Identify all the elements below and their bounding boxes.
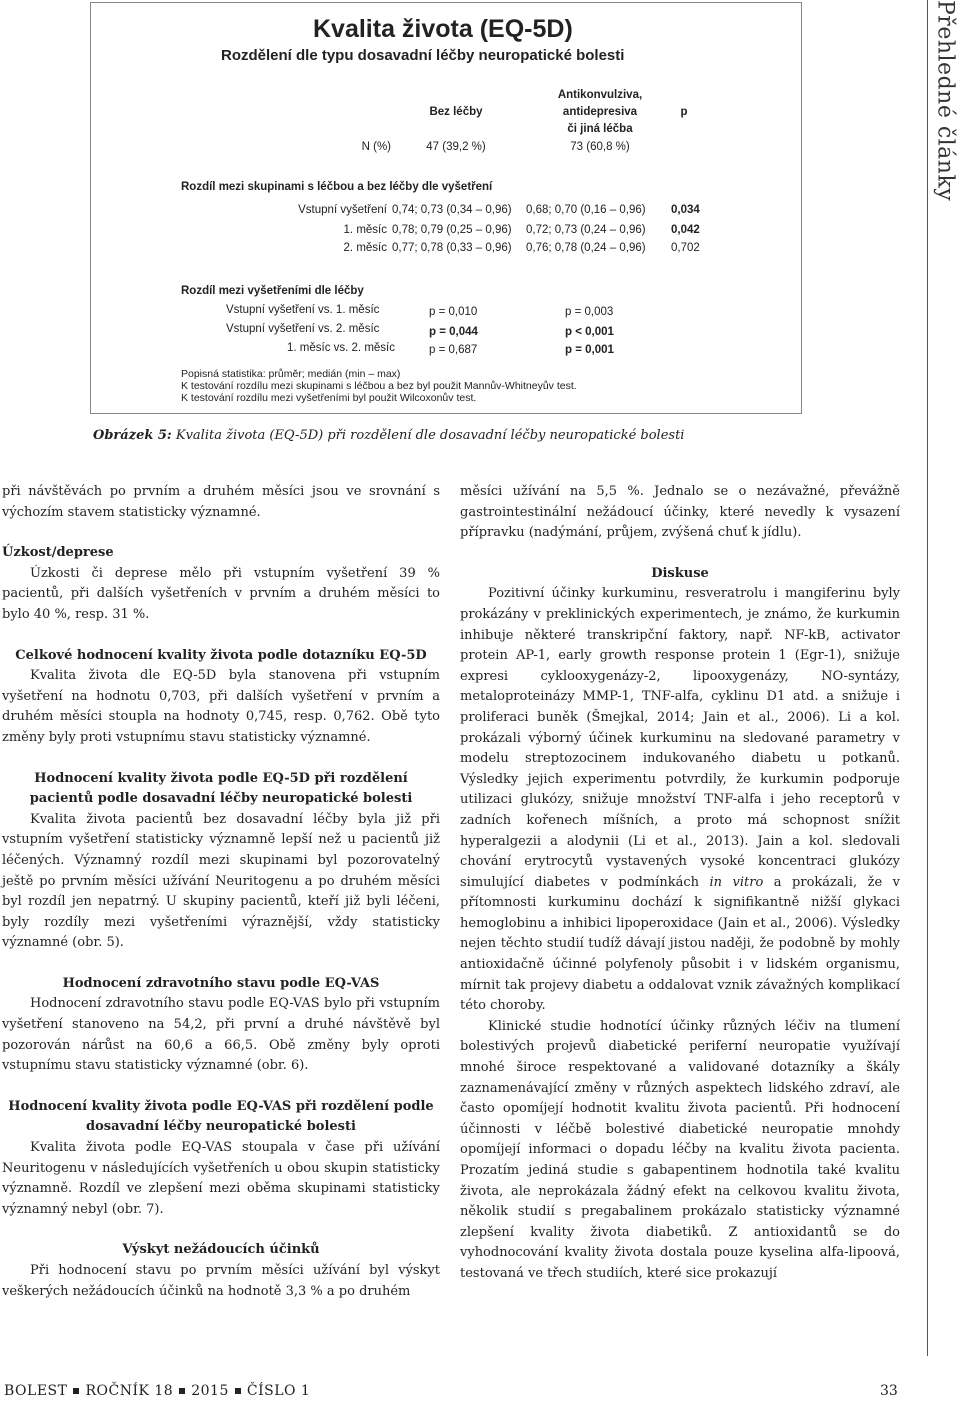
square-separator-icon — [73, 1388, 79, 1394]
table-cell: 0,68; 0,70 (0,16 – 0,96) — [526, 204, 646, 216]
paragraph: Kvalita života dle EQ-5D byla stanovena při vstupním vyšetření na hodnotu 0,703, při dalších vyšetření v prvním a druhém měsíci stoupla na hodnoty 0,745, resp. 0,762. Obě tyto změny byly proti vstupnímu stavu statisticky významné. — [2, 668, 440, 745]
section-heading: Výskyt nežádoucích účinků — [122, 1242, 320, 1258]
table-cell: p < 0,001 — [565, 326, 614, 338]
between-groups-heading: Rozdíl mezi skupinami s léčbou a bez léčby dle vyšetření — [181, 181, 493, 193]
table-row: Vstupní vyšetření vs. 1. měsíc — [226, 304, 380, 316]
figure-caption-label: Obrázek 5: — [93, 428, 172, 443]
section-heading: Úzkost/deprese — [2, 545, 114, 561]
table-cell: 0,76; 0,78 (0,24 – 0,96) — [526, 242, 646, 254]
paragraph — [460, 584, 900, 1016]
paragraph: Úzkosti či deprese mělo při vstupním vyšetření 39 % pacientů, při dalších vyšetřeních v prvním a druhém měsíci to bylo 40 %, resp. 31 %. — [2, 565, 440, 622]
paragraph: při návštěvách po prvním a druhém měsíci jsou ve srovnání s výchozím stavem statisticky významné. — [2, 484, 440, 520]
section-heading: Hodnocení kvality života podle EQ-5D při rozdělení pacientů podle dosavadní léčby neuropatické bolesti — [29, 770, 413, 807]
figure-5-table — [90, 2, 802, 414]
left-column — [2, 482, 440, 1302]
table-cell: p = 0,044 — [429, 326, 478, 338]
table-cell: p = 0,687 — [429, 344, 478, 356]
col-header-no-treatment: Bez léčby — [429, 106, 483, 118]
journal-volume: ROČNÍK 18 — [85, 1383, 174, 1399]
n-row-treated: 73 (60,8 %) — [570, 141, 630, 153]
n-row-no-treatment: 47 (39,2 %) — [426, 141, 486, 153]
col-header-treated-line1: Antikonvulziva, — [557, 89, 643, 101]
figure-title: Kvalita života (EQ-5D) — [313, 15, 573, 43]
figure-note: K testování rozdílu mezi skupinami s léčbou a bez byl použit Mannův-Whitneyův test. — [181, 380, 577, 392]
section-heading: Hodnocení zdravotního stavu podle EQ-VAS — [62, 975, 380, 991]
table-cell: p = 0,003 — [565, 306, 614, 318]
paragraph: Při hodnocení stavu po prvním měsíci užívání byl výskyt veškerých nežádoucích účinků na hodnotě 3,3 % a po druhém — [2, 1263, 440, 1299]
section-heading: Hodnocení kvality života podle EQ-VAS při rozdělení podle dosavadní léčby neuropatické bolesti — [8, 1098, 434, 1135]
figure-note: Popisná statistika: průměr; medián (min – max) — [181, 368, 401, 380]
table-cell: p = 0,001 — [565, 344, 614, 356]
col-header-treated-line2: antidepresiva — [562, 106, 638, 118]
paragraph: Kvalita života podle EQ-VAS stoupala v čase při užívání Neuritogenu v následujících vyšetřeních u obou skupin statisticky významně. Rozdíl ve zlepšení mezi oběma skupinami statisticky významný nebyl (obr. 7). — [2, 1140, 440, 1217]
paragraph: měsíci užívání na 5,5 %. Jednalo se o nezávažné, převážně gastrointestinální nežádoucí účinky, které nevedly k vysazení přípravku (nadýmání, průjem, zvýšená chuť k jídlu). — [460, 484, 900, 541]
table-cell: 0,78; 0,79 (0,25 – 0,96) — [392, 224, 512, 236]
figure-caption-text: Kvalita života (EQ-5D) při rozdělení dle dosavadní léčby neuropatické bolesti — [175, 428, 685, 443]
journal-issue: ČÍSLO 1 — [246, 1383, 311, 1399]
sidebar-rule — [927, 0, 928, 1356]
section-label: Přehledné články — [932, 0, 958, 202]
paragraph: Kvalita života pacientů bez dosavadní léčby byla již při vstupním vyšetření statisticky významně lepší než u pacientů již léčených. Významný rozdíl mezi skupinami byl pozorovatelný ještě po prvním měsíci užívání Neuritogenu a po druhém měsíci byl rozdíl jen nepatrný. U skupiny pacientů, kteří již byli léčeni, byly rozdíly mezi vyšetřeními výraznější, vždy statisticky významné (obr. 5). — [2, 811, 440, 951]
table-cell-p: 0,042 — [671, 224, 700, 236]
figure-note: K testování rozdílu mezi vyšetřeními byl použit Wilcoxonův test. — [181, 392, 477, 404]
right-column — [460, 482, 900, 1285]
table-row: Vstupní vyšetření — [298, 204, 387, 216]
table-row: 1. měsíc — [343, 224, 387, 236]
table-cell: 0,72; 0,73 (0,24 – 0,96) — [526, 224, 646, 236]
figure-subtitle: Rozdělení dle typu dosavadní léčby neuropatické bolesti — [221, 47, 625, 64]
col-header-p: p — [680, 106, 688, 118]
text-run: a prokázali, že v přítomnosti kurkuminu dochází k signifikantně nižší glykaci hemoglobinu a inhibici lipoperoxidace (Jain et al., 2006). Výsledky nejen těchto studií tudíž dávají jistou naději, že podobně by mohly antioxidačně účinné polyfenoly působit i v lidském organismu, mírnit tak projevy diabetu a oddalovat vznik závažných komplikací této choroby. — [460, 874, 900, 1014]
table-cell-p: 0,702 — [671, 242, 700, 254]
table-row: 2. měsíc — [343, 242, 387, 254]
table-cell-p: 0,034 — [671, 204, 700, 216]
table-row: Vstupní vyšetření vs. 2. měsíc — [226, 323, 380, 335]
col-header-treated-line3: či jiná léčba — [567, 123, 633, 135]
figure-caption — [93, 428, 793, 443]
square-separator-icon — [179, 1388, 185, 1394]
table-cell: 0,77; 0,78 (0,33 – 0,96) — [392, 242, 512, 254]
paragraph: Klinické studie hodnotící účinky různých léčiv na tlumení bolestivých projevů diabetické periferní neuropatie využívají mnohé široce respektované a validované dotazníky a škály zaznamenávající změny v různých aspektech lidského zdraví, ale často opomíjejí hodnotit kvalitu života pacientů. Při hodnocení účinnosti v léčbě bolestivé diabetické neuropatie mnohdy opomíjejí informaci o dopadu léčby na kvalitu života pacienta. Prozatím jediná studie s gabapentinem hodnotila také kvalitu života, ale neprokázala žádný efekt na celkovou kvalitu života, několik studií s pregabalinem prokázalo statisticky významné zlepšení kvality života diabetiků. Z antioxidantů se do vyhodnocování kvality života dostala pouze kyselina alfa-lipoová, testovaná ve třech studiích, které sice prokazují — [460, 1018, 900, 1281]
section-heading: Diskuse — [651, 565, 709, 581]
paragraph: Hodnocení zdravotního stavu podle EQ-VAS bylo při vstupním vyšetření stanoveno na 54,2, při první a druhé návštěvě byl pozorován nárůst na 60,6 a 66,5. Obě změny byly oproti vstupnímu stavu statisticky významné (obr. 6). — [2, 996, 440, 1074]
journal-year: 2015 — [191, 1383, 229, 1399]
section-heading: Celkové hodnocení kvality života podle dotazníku EQ-5D — [15, 647, 427, 663]
table-cell: 0,74; 0,73 (0,34 – 0,96) — [392, 204, 512, 216]
running-footer — [4, 1383, 310, 1399]
between-visits-heading: Rozdíl mezi vyšetřeními dle léčby — [181, 285, 364, 297]
text-run-italic: in vitro — [709, 874, 764, 890]
page-number: 33 — [880, 1383, 898, 1399]
text-run: Pozitivní účinky kurkuminu, resveratrolu i mangiferinu byly prokázány v preklinických experimentech, je známo, že kurkumin inhibuje některé transkripční faktory, např. NF-kB, activator protein AP-1, early growth response protein 1 (Egr-1), snižuje expresi cyklooxygenázy-2, lipooxygenázy, NO-syntázy, metaloproteinázy MMP-1, TNF-alfa, cyklinu D1 atd. a snižuje i proliferaci buněk (Šmejkal, 2014; Jain et al., 2006). Li a kol. prokázali výborný účinek kurkuminu na sledované parametry v modelu streptozocinem indukovaného diabetu u potkanů. Výsledky jejich experimentu potvrdily, že kurkumin podporuje utilizaci glukózy, snižuje množství TNF-alfa i jeho receptorů v zadních kořenech míšních, a proto má schopnost snížit hyperalgezii a alodynii (Li et al., 2013). Jain a kol. sledovali chování erytrocytů vystavených vysoké koncentraci glukózy simulující diabetes v podmínkách — [460, 586, 900, 890]
table-cell: p = 0,010 — [429, 306, 478, 318]
square-separator-icon — [235, 1388, 241, 1394]
table-row: 1. měsíc vs. 2. měsíc — [287, 342, 395, 354]
journal-name: BOLEST — [4, 1383, 68, 1399]
n-row-label: N (%) — [361, 141, 391, 153]
